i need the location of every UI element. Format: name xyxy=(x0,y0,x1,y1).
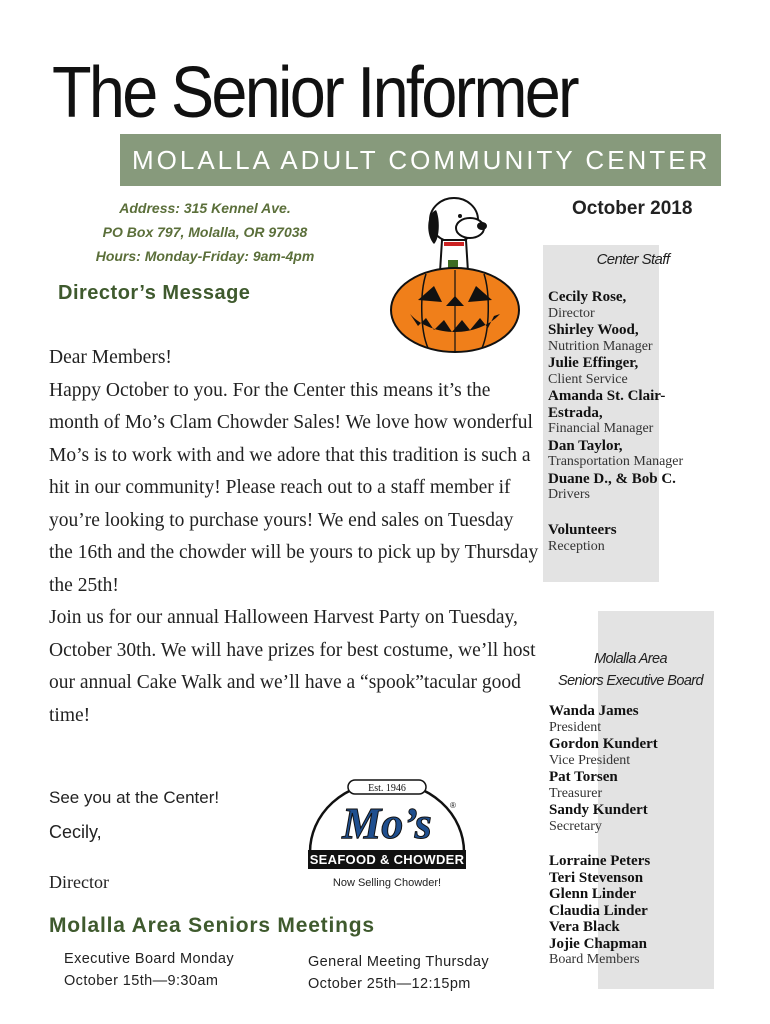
staff-role: Nutrition Manager xyxy=(548,338,653,354)
officer-name: Sandy Kundert xyxy=(549,802,648,818)
meeting-time: October 15th—9:30am xyxy=(64,973,219,989)
board-heading xyxy=(548,648,713,692)
center-banner: MOLALLA ADULT COMMUNITY CENTER xyxy=(120,134,721,186)
meetings-heading: Molalla Area Seniors Meetings xyxy=(49,914,375,937)
officer-name: Wanda James xyxy=(549,703,639,719)
logo-caption: Now Selling Chowder! xyxy=(332,877,442,889)
directors-letter xyxy=(49,342,539,732)
board-member-name: Jojie Chapman xyxy=(549,935,647,952)
jack-o-lantern-icon xyxy=(391,260,519,352)
letter-closing: See you at the Center! xyxy=(49,788,220,807)
officer-role: Treasurer xyxy=(549,785,603,801)
directors-message-heading: Director’s Message xyxy=(58,282,251,304)
staff-name: Cecily Rose, xyxy=(548,289,627,305)
board-member-name: Lorraine Peters xyxy=(549,853,651,869)
board-member-name: Claudia Linder xyxy=(549,902,648,919)
officer-role: Vice President xyxy=(549,752,631,768)
letter-paragraph: Join us for our annual Halloween Harvest Party on Tuesday, October 30th. We will have prizes for best costume, we’ll host our annual Cake Walk and we’ll have a “spook”tacular good time! xyxy=(49,607,536,726)
staff-name: Shirley Wood, xyxy=(548,322,639,338)
letter-greeting: Dear Members! xyxy=(49,347,172,368)
letter-signature: Cecily, xyxy=(49,822,102,842)
staff-name: Duane D., & Bob C. xyxy=(548,470,676,487)
board-member-name: Vera Black xyxy=(549,919,620,935)
officer-role: President xyxy=(549,719,602,735)
logo-tagline: SEAFOOD & CHOWDER xyxy=(309,852,465,867)
address-block xyxy=(60,196,350,268)
staff-role: Financial Manager xyxy=(548,421,654,436)
volunteers-label: Volunteers xyxy=(548,522,617,538)
staff-name: Dan Taylor, xyxy=(548,437,623,454)
staff-role: Drivers xyxy=(548,487,590,502)
mos-logo xyxy=(304,774,470,872)
staff-name: Amanda St. Clair-Estrada, xyxy=(548,388,666,421)
meeting-name: General Meeting Thursday xyxy=(308,954,490,970)
staff-role: Client Service xyxy=(548,371,628,387)
address-line: Address: 315 Kennel Ave. xyxy=(119,200,291,216)
staff-role: Transportation Manager xyxy=(548,454,684,469)
board-officers-list xyxy=(549,703,729,835)
staff-role: Director xyxy=(548,305,595,321)
officer-name: Gordon Kundert xyxy=(549,736,658,752)
newsletter-title: The Senior Informer xyxy=(52,53,577,133)
officer-name: Pat Torsen xyxy=(549,769,618,785)
letter-paragraph: Happy October to you. For the Center this means it’s the month of Mo’s Clam Chowder Sales! We love how wonderful Mo’s is to work with and we adore that this tradition is such a hit in our community! Please reach out to a staff member if you’re looking to purchase yours! We end sales on Tuesday the 16th and the chowder will be yours to pick up by Thursday the 25th! xyxy=(49,379,539,596)
meeting-time: October 25th—12:15pm xyxy=(308,976,471,992)
logo-name: Mo’s xyxy=(342,799,432,848)
staff-list xyxy=(548,289,728,504)
signature-title: Director xyxy=(49,872,109,892)
meeting-item xyxy=(308,951,489,995)
board-heading-line: Molalla Area xyxy=(594,651,667,667)
volunteers-entry xyxy=(548,522,617,555)
logo-registered-mark: ® xyxy=(450,801,456,810)
meeting-name: Executive Board Monday xyxy=(64,951,234,967)
snoopy-pumpkin-illustration xyxy=(382,188,528,354)
logo-est: Est. 1946 xyxy=(368,783,406,794)
staff-heading: Center Staff xyxy=(596,251,670,268)
staff-name: Julie Effinger, xyxy=(548,355,639,371)
board-members-list xyxy=(549,853,729,969)
meeting-item xyxy=(64,948,234,992)
board-members-role: Board Members xyxy=(549,952,640,967)
board-heading-line: Seniors Executive Board xyxy=(558,673,703,689)
board-member-name: Glenn Linder xyxy=(549,886,637,902)
issue-date: October 2018 xyxy=(572,198,693,219)
volunteers-role: Reception xyxy=(548,538,605,554)
officer-role: Secretary xyxy=(549,818,602,834)
po-box-line: PO Box 797, Molalla, OR 97038 xyxy=(102,224,308,240)
hours-line: Hours: Monday-Friday: 9am-4pm xyxy=(95,248,315,264)
board-member-name: Teri Stevenson xyxy=(549,869,644,886)
